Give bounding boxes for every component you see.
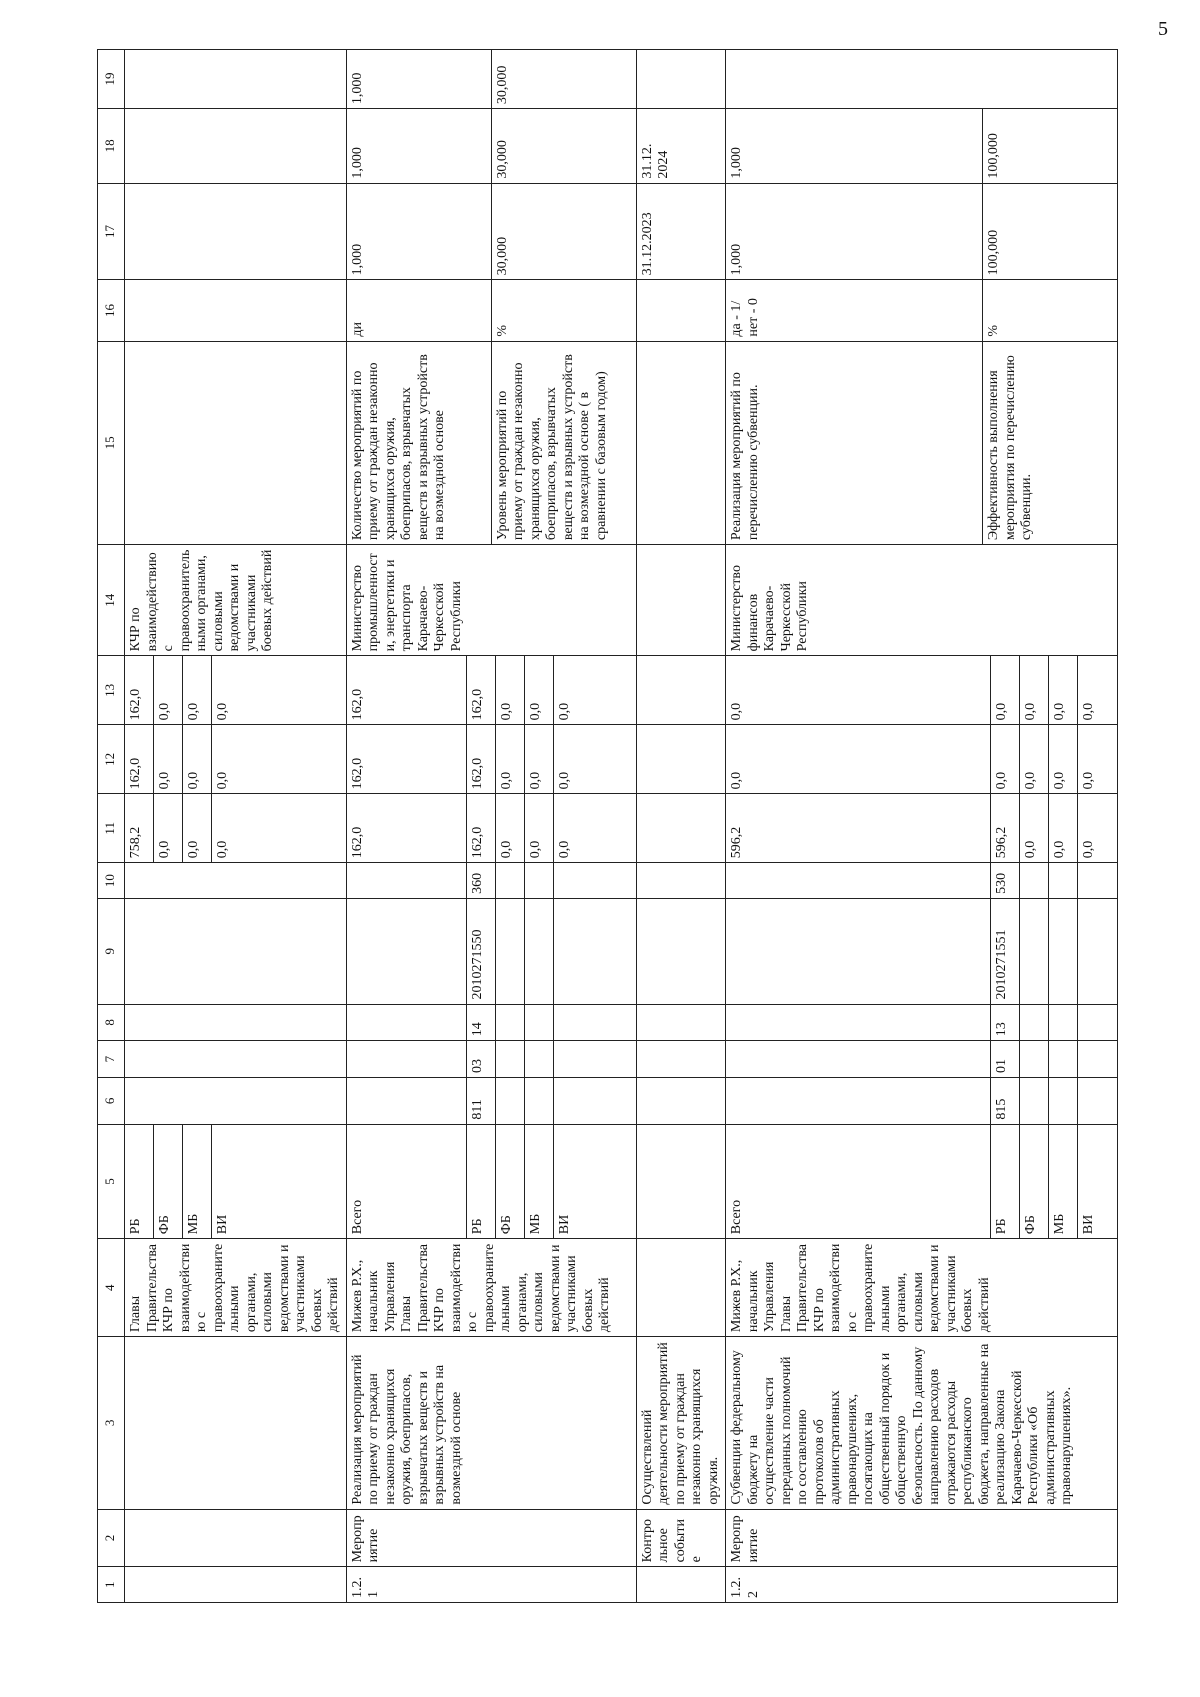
code-cell bbox=[346, 863, 636, 899]
amount-value: 0,0 bbox=[495, 794, 524, 862]
code-value: 01 bbox=[991, 1041, 1020, 1077]
indicator-value-cell bbox=[346, 50, 636, 109]
amount-value: 0,0 bbox=[215, 771, 230, 790]
code-cell bbox=[726, 1077, 1118, 1124]
activity-name: Осуществлений деятельности мероприятий по приему от граждан незаконно хранящихся оружия. bbox=[636, 1337, 726, 1509]
rotated-table-container bbox=[97, 49, 1117, 1603]
amount-cell bbox=[125, 794, 347, 863]
executor-cell: Главы Правительства КЧР по взаимодействию с правоохранительными органами, силовыми ведомствами и участниками боевых действий bbox=[125, 1239, 347, 1337]
amount-value: 0,0 bbox=[991, 656, 1020, 724]
amount-cell bbox=[346, 656, 636, 725]
amount-value: 0,0 bbox=[991, 725, 1020, 793]
amount-total: 162,0 bbox=[347, 725, 467, 793]
indicator-unit: % bbox=[986, 324, 1001, 337]
indicator-value: 30,000 bbox=[494, 140, 510, 179]
responsible-cell: Министерство промышленности, энергетики и транспорта Карачаево-Черкесской Республики bbox=[346, 545, 636, 656]
unit-cell bbox=[346, 280, 636, 341]
indicator-value: 1,000 bbox=[347, 184, 492, 280]
code-cell bbox=[726, 863, 1118, 899]
control-date: 31.12. 2024 bbox=[636, 109, 726, 184]
amount-total: 162,0 bbox=[347, 656, 467, 724]
code-value: 815 bbox=[991, 1078, 1020, 1124]
activity-name: Реализация мероприятий по приему от граждан незаконно хранящихся оружия, боеприпасов, взрывчатых веществ и взрывных устройств на возмездной основе bbox=[346, 1337, 636, 1509]
amount-value: 0,0 bbox=[154, 725, 183, 793]
col-header: 5 bbox=[98, 1124, 125, 1239]
col-header: 2 bbox=[98, 1509, 125, 1567]
amount-value: 162,0 bbox=[466, 656, 495, 724]
col-header: 1 bbox=[98, 1567, 125, 1603]
col-header: 14 bbox=[98, 545, 125, 656]
row-number: 1.2.2 bbox=[726, 1567, 1118, 1603]
amount-value: 162,0 bbox=[466, 794, 495, 862]
col-header: 17 bbox=[98, 183, 125, 280]
table-row-control-event bbox=[636, 50, 726, 1603]
source-label: ФБ bbox=[495, 1125, 524, 1239]
amount-value: 0,0 bbox=[556, 840, 572, 859]
source-cell bbox=[726, 1124, 1118, 1239]
col-header: 6 bbox=[98, 1077, 125, 1124]
source-label: ФБ bbox=[1020, 1125, 1049, 1239]
amount-value: 162,0 bbox=[125, 725, 154, 793]
source-label: МБ bbox=[524, 1125, 553, 1239]
code-cell bbox=[346, 1077, 636, 1124]
indicator-unit: ди bbox=[347, 280, 492, 340]
amount-value: 0,0 bbox=[495, 725, 524, 793]
amount-value: 0,0 bbox=[524, 725, 553, 793]
indicator-value: 1,000 bbox=[726, 109, 983, 183]
row-type: Контрольное событие bbox=[636, 1509, 726, 1567]
amount-cell bbox=[125, 725, 347, 794]
source-total-label: Всего bbox=[726, 1125, 991, 1239]
amount-cell bbox=[125, 656, 347, 725]
source-cell bbox=[346, 1124, 636, 1239]
code-cell bbox=[346, 1041, 636, 1078]
source-label: МБ bbox=[183, 1125, 212, 1239]
indicator-text: Реализация мероприятий по перечислению субвенции. bbox=[726, 342, 983, 545]
source-label: ВИ bbox=[215, 1214, 230, 1235]
code-cell bbox=[726, 1004, 1118, 1041]
amount-value: 0,0 bbox=[1020, 794, 1049, 862]
amount-value: 0,0 bbox=[1081, 840, 1096, 859]
amount-total: 0,0 bbox=[726, 656, 991, 724]
col-header: 18 bbox=[98, 109, 125, 184]
col-header: 11 bbox=[98, 794, 125, 863]
amount-value: 0,0 bbox=[1020, 656, 1049, 724]
indicator-value: 100,000 bbox=[986, 229, 1001, 276]
amount-total: 0,0 bbox=[726, 725, 991, 793]
col-header: 12 bbox=[98, 725, 125, 794]
row-type: Мероприятие bbox=[346, 1509, 636, 1567]
amount-value: 0,0 bbox=[495, 656, 524, 724]
code-cell bbox=[346, 1004, 636, 1041]
code-value: 530 bbox=[991, 863, 1020, 898]
source-label: РБ bbox=[125, 1125, 154, 1239]
col-header: 4 bbox=[98, 1239, 125, 1337]
executor-cell: Мижев Р.Х., начальник Управления Главы Правительства КЧР по взаимодействию с правоохранительными органами, силовыми ведомствами и участниками боевых действий bbox=[346, 1239, 636, 1337]
col-header: 7 bbox=[98, 1041, 125, 1078]
indicator-value: 30,000 bbox=[494, 65, 510, 105]
amount-value: 0,0 bbox=[1081, 702, 1096, 721]
indicator-unit: да - 1/нет - 0 bbox=[726, 280, 983, 340]
indicator-value: 1,000 bbox=[347, 109, 492, 183]
indicator-text: Уровень мероприятий по приему от граждан незаконно хранящихся оружия, боеприпасов, взрывчатых веществ и взрывных устройств на возмездной основе ( в сравнении с базовым годом) bbox=[494, 354, 609, 541]
amount-value: 0,0 bbox=[524, 656, 553, 724]
amount-total: 162,0 bbox=[347, 794, 467, 862]
code-cell bbox=[346, 898, 636, 1004]
amount-value: 0,0 bbox=[1081, 771, 1096, 790]
executor-cell: Мижев Р.Х., начальник Управления Главы Правительства КЧР по взаимодействию с правоохранительными органами, силовыми ведомствами и участниками боевых действий bbox=[726, 1239, 1118, 1337]
amount-value: 0,0 bbox=[556, 771, 572, 790]
amount-value: 0,0 bbox=[154, 794, 183, 862]
amount-value: 0,0 bbox=[556, 702, 572, 721]
source-label: РБ bbox=[466, 1125, 495, 1239]
amount-cell bbox=[726, 794, 1118, 863]
code-value: 360 bbox=[466, 863, 495, 898]
column-number-row bbox=[98, 50, 125, 1603]
row-type: Мероприятие bbox=[726, 1509, 1118, 1567]
amount-cell bbox=[346, 794, 636, 863]
indicator-cell bbox=[726, 341, 1118, 545]
amount-value: 162,0 bbox=[466, 725, 495, 793]
amount-value: 0,0 bbox=[183, 794, 212, 862]
indicator-value: 1,000 bbox=[726, 184, 983, 280]
amount-value: 0,0 bbox=[183, 725, 212, 793]
code-value: 13 bbox=[991, 1005, 1020, 1041]
source-label: ВИ bbox=[556, 1214, 572, 1235]
col-header: 13 bbox=[98, 656, 125, 725]
program-table bbox=[97, 49, 1118, 1603]
amount-total: 596,2 bbox=[726, 794, 991, 862]
indicator-value-cell bbox=[726, 109, 1118, 184]
source-label: РБ bbox=[991, 1125, 1020, 1239]
table-row-1-2-2 bbox=[726, 50, 1118, 1603]
row-number: 1.2.1 bbox=[346, 1567, 636, 1603]
col-header: 10 bbox=[98, 863, 125, 899]
code-value: 14 bbox=[466, 1005, 495, 1041]
indicator-value-cell bbox=[346, 183, 636, 280]
amount-value: 758,2 bbox=[125, 794, 154, 862]
amount-value: 0,0 bbox=[215, 702, 230, 721]
table-row-continuation bbox=[125, 50, 347, 1603]
amount-cell bbox=[726, 656, 1118, 725]
source-label: ВИ bbox=[1081, 1214, 1096, 1235]
responsible-cell: Министерство финансов Карачаево-Черкесской Республики bbox=[726, 545, 1118, 656]
table-row-1-2-1 bbox=[346, 50, 636, 1603]
amount-value: 0,0 bbox=[183, 656, 212, 724]
col-header: 16 bbox=[98, 280, 125, 341]
amount-value: 596,2 bbox=[991, 794, 1020, 862]
source-label: МБ bbox=[1049, 1125, 1078, 1239]
amount-value: 0,0 bbox=[1020, 725, 1049, 793]
amount-value: 0,0 bbox=[524, 794, 553, 862]
indicator-unit: % bbox=[494, 324, 510, 337]
indicator-value: 1,000 bbox=[347, 50, 492, 108]
control-date: 31.12.2023 bbox=[636, 183, 726, 280]
code-cell bbox=[726, 1041, 1118, 1078]
unit-cell bbox=[726, 280, 1118, 341]
col-header: 8 bbox=[98, 1004, 125, 1041]
amount-value: 0,0 bbox=[215, 840, 230, 859]
amount-value: 0,0 bbox=[1049, 656, 1078, 724]
responsible-cell: КЧР по взаимодействию с правоохранительными органами, силовыми ведомствами и участниками боевых действий bbox=[125, 545, 347, 656]
amount-cell bbox=[346, 725, 636, 794]
indicator-value-cell bbox=[346, 109, 636, 184]
col-header: 19 bbox=[98, 50, 125, 109]
indicator-value: 30,000 bbox=[494, 236, 510, 276]
source-cell bbox=[125, 1124, 347, 1239]
col-header: 3 bbox=[98, 1337, 125, 1509]
amount-value: 0,0 bbox=[1049, 725, 1078, 793]
amount-value: 0,0 bbox=[1049, 794, 1078, 862]
indicator-value: 100,000 bbox=[986, 133, 1001, 179]
col-header: 15 bbox=[98, 341, 125, 545]
code-value: 03 bbox=[466, 1041, 495, 1077]
code-value: 2010271550 bbox=[466, 899, 495, 1004]
indicator-value-cell bbox=[726, 183, 1118, 280]
col-header: 9 bbox=[98, 898, 125, 1004]
code-cell bbox=[726, 898, 1118, 1004]
amount-value: 0,0 bbox=[154, 656, 183, 724]
code-value: 2010271551 bbox=[991, 899, 1020, 1004]
code-value: 811 bbox=[466, 1078, 495, 1124]
activity-name: Субвенции федеральному бюджету на осуществление части переданных полномочий по составлению протоколов об административных правонарушениях, посягающих на общественный порядок и общественную безопасность. По данному направлению расходов отражаются расходы республиканского бюджета, направленные на реализацию Закона Карачаево-Черкесской Республики «Об административных правонарушениях». bbox=[726, 1337, 1118, 1509]
amount-cell bbox=[726, 725, 1118, 794]
indicator-text: Количество мероприятий по приему от граждан незаконно хранящихся оружия, боеприпасов, взрывчатых веществ и взрывных устройств на возмездной основе bbox=[347, 342, 492, 545]
page-number: 5 bbox=[1158, 18, 1168, 40]
indicator-text: Эффективность выполнения мероприятия по перечислению субвенции. bbox=[986, 355, 1034, 541]
source-total-label: Всего bbox=[347, 1125, 467, 1239]
indicator-cell bbox=[346, 341, 636, 545]
amount-value: 162,0 bbox=[125, 656, 154, 724]
source-label: ФБ bbox=[154, 1125, 183, 1239]
